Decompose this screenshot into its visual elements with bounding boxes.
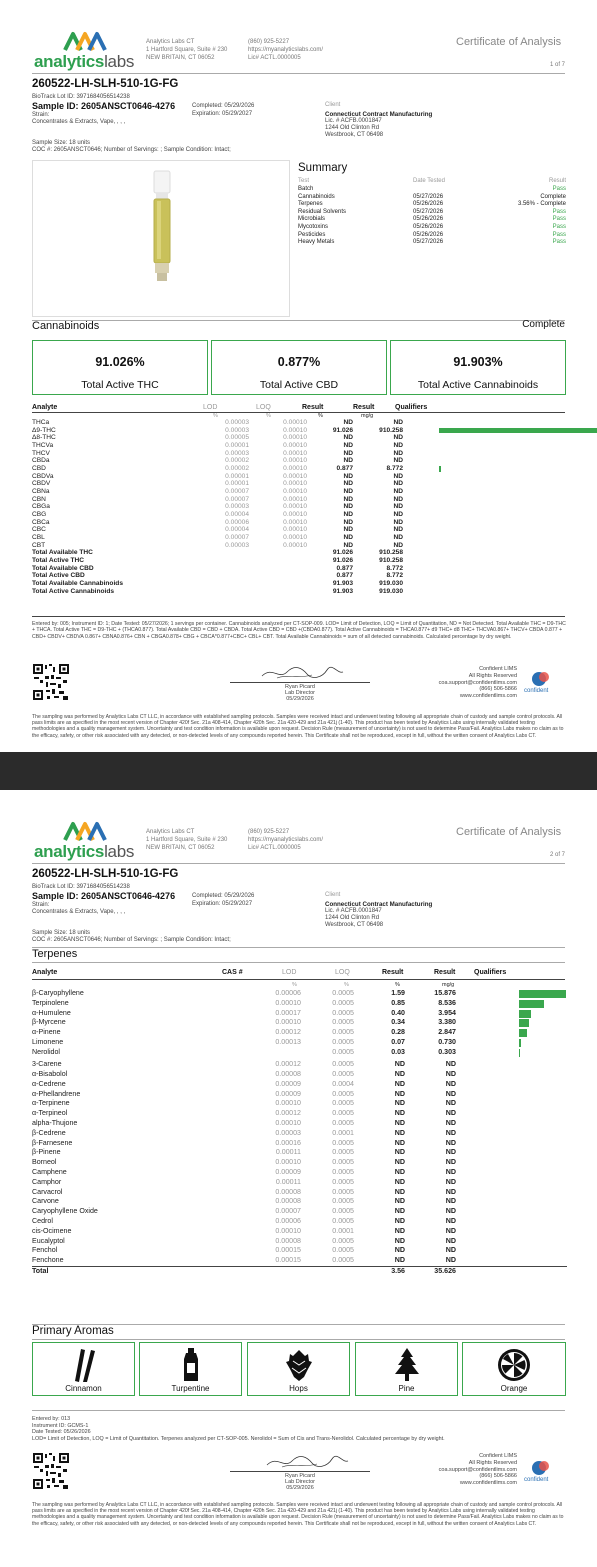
table-row: Carvacrol 0.00008 0.0005 ND ND [32,1187,456,1196]
coa-page-1 [0,0,597,752]
table-row: CBL 0.00007 0.00010 ND ND [32,533,403,541]
table-row: CBDVa 0.00001 0.00010 ND ND [32,472,403,480]
table-row: β-Pinene 0.00011 0.0005 ND ND [32,1148,456,1157]
table-row: β-Caryophyllene 0.00006 0.0005 1.59 15.876 [32,989,567,999]
summary-row: Cannabinoids 05/27/2026 Complete [298,193,566,200]
total-row: Total 3.56 35.626 [32,1266,567,1276]
table-rule [32,616,565,617]
divider [32,1410,565,1411]
coa-page-2 [0,790,597,1567]
col-lod: LOD [203,404,218,411]
table-row: CBNa 0.00007 0.00010 ND ND [32,487,403,495]
sample-id: Sample ID: 2605ANSCT0646-4276 [32,891,176,901]
pine-tree-icon [392,1347,422,1383]
summary-panel [298,162,566,246]
summary-header: Test Date Tested Result [298,178,566,184]
aroma-hops: Hops [247,1342,350,1396]
lims-info: Confident LIMS All Rights Reserved coa.support@confidentlims.com (866) 506-5866 www.confidentlims.com [438,666,517,700]
lab-logo [34,820,134,860]
qualifier-bar [519,1049,520,1057]
qualifier-bar [519,1029,527,1037]
confident-logo-icon [531,669,551,689]
totals-row: Total Available THC 91.026 910.258 [32,549,403,557]
strain-label: Strain: [32,902,50,908]
matrix: Concentrates & Extracts, Vape, , , , [32,119,126,125]
client-info: Lic. # ACFB.0001847 1244 Old Clinton Rd Westbrook, CT 06498 [325,118,384,138]
logo-mark-icon [63,30,109,52]
qualifier-bar [519,1039,521,1047]
col-analyte: Analyte [32,969,58,976]
bottle-icon [176,1347,206,1383]
table-rule [32,412,565,413]
signer-block: Ryan Picard Lab Director 05/29/2026 [285,1473,315,1491]
unit-lod: % [292,982,297,988]
table-row: CBT 0.00003 0.00010 ND ND [32,541,403,549]
table-row: β-Myrcene 0.00010 0.0005 0.34 3.380 [32,1018,567,1028]
client-name: Connecticut Contract Manufacturing [325,901,433,908]
page-header [0,0,597,80]
totals-row: Total Active CBD 0.877 8.772 [32,572,403,580]
summary-row: Batch Pass [298,186,566,192]
table-row: Borneol 0.00010 0.0005 ND ND [32,1158,456,1167]
sample-size: Sample Size: 18 units [32,930,91,936]
product-photo [32,160,290,317]
page-number: 1 of 7 [549,62,565,68]
divider [32,73,565,74]
divider [32,1339,565,1340]
lab-address: Analytics Labs CT 1 Hartford Square, Suite # 230 NEW BRITAIN, CT 06052 [146,829,228,851]
expiration-date: Expiration: 05/29/2027 [192,901,253,907]
aroma-orange: Orange [462,1342,566,1396]
col-lod: LOD [282,969,297,976]
table-row: α-Bisabolol 0.00008 0.0005 ND ND [32,1069,456,1078]
summary-row: Microbials 05/26/2026 Pass [298,216,566,223]
table-row: CBC 0.00004 0.00010 ND ND [32,526,403,534]
signature-icon [257,664,347,682]
product-id: 260522-LH-SLH-510-1G-FG [32,868,179,880]
sample-size: Sample Size: 18 units [32,140,91,146]
coc: COC #: 2605ANSCT0646; Number of Servings: ; Sample Condition: Intact; [32,147,231,153]
divider [32,863,565,864]
col-cas: CAS # [222,969,243,976]
table-row: THCa 0.00003 0.00010 ND ND [32,419,403,426]
unit-loq: % [266,413,271,419]
total-active-cbd-box: 0.877% Total Active CBD [211,340,387,395]
orange-slice-icon [496,1347,532,1383]
qualifier-bar [519,1019,529,1027]
signature-line [230,1471,370,1472]
divider [32,962,565,963]
product-id: 260522-LH-SLH-510-1G-FG [32,78,179,90]
coc: COC #: 2605ANSCT0646; Number of Servings: ; Sample Condition: Intact; [32,937,231,943]
cannabinoids-title: Cannabinoids [32,320,100,332]
table-row: THCVa 0.00001 0.00010 ND ND [32,441,403,449]
col-qualifiers: Qualifiers [395,404,428,411]
confident-brand: confident [524,1477,549,1483]
table-row: CBD 0.00002 0.00010 0.877 8.772 [32,465,567,473]
unit-result-mg: mg/g [442,982,455,988]
terpenes-title: Terpenes [32,948,78,960]
table-row: β-Farnesene 0.00016 0.0005 ND ND [32,1138,456,1147]
table-row: Limonene 0.00013 0.0005 0.07 0.730 [32,1038,567,1048]
legal-footer: The sampling was performed by Analytics Labs CT LLC, in accordance with established sampling protocols. Samples were received intact and underwent testing following all appropriate chain of custody and sample control protocols. All pass limits are as specified in the most recent version of Chapter 420f Sec. 21a 408-414, Chapter 420h Sec. 21a 420-429 and 21a 421j (1-40). This product has been tested by Analytics Labs using internally validated testing methodologies and a quality management system. Uncertainty and test condition information is available upon request. Decision Rule (measurement of uncertainty) is not used to determine Pass/Fail. Analytics Labs makes no claim as to the efficacy, safety, or other risk associated with any detected, or non-detected levels of any compounds reported herein. This Certificate shall not be reproduced, except in full, without the written consent of Analytics Labs CT. [32,714,564,739]
lab-contact: (860) 925-5227 https://myanalyticslabs.com/ Lic# ACTL.0000005 [248,39,324,61]
qualifier-bar [519,990,566,998]
table-row: CBDV 0.00001 0.00010 ND ND [32,480,403,488]
table-row: Nerolidol 0.0005 0.03 0.303 [32,1048,567,1058]
aroma-cinnamon: Cinnamon [32,1342,135,1396]
aromas-title: Primary Aromas [32,1325,114,1337]
table-row: α-Phellandrene 0.00009 0.0005 ND ND [32,1089,456,1098]
totals-row: Total Available Cannabinoids 91.903 919.030 [32,579,403,587]
hops-icon [284,1347,314,1383]
logo-text: analyticslabs [34,842,135,861]
table-row: CBGa 0.00003 0.00010 ND ND [32,503,403,511]
sample-id: Sample ID: 2605ANSCT0646-4276 [32,101,176,111]
table-row: Camphene 0.00009 0.0005 ND ND [32,1167,456,1176]
table-row: CBCa 0.00006 0.00010 ND ND [32,518,403,526]
table-row: Δ9-THC 0.00003 0.00010 91.026 910.258 [32,427,567,435]
client-info: Lic. # ACFB.0001847 1244 Old Clinton Rd Westbrook, CT 06498 [325,908,384,928]
col-loq: LOQ [335,969,350,976]
client-label: Client [325,892,341,898]
summary-row: Heavy Metals 05/27/2026 Pass [298,239,566,246]
client-name: Connecticut Contract Manufacturing [325,111,433,118]
col-loq: LOQ [256,404,271,411]
totals-row: Total Active Cannabinoids 91.903 919.030 [32,587,403,595]
table-row: Δ8-THC 0.00005 0.00010 ND ND [32,434,403,442]
terpene-notes: Entered by: 013 Instrument ID: GCMS-1 Date Tested: 05/26/2026 LOD= Limit of Detection, LOQ = Limit of Quantitation. Terpenes analyzed per CT-SOP-005. Nerolidol = Sum of Cis and Trans-Nerolidol. Calculated percentage by dry weight. [32,1416,445,1442]
lab-address: Analytics Labs CT 1 Hartford Square, Suite # 230 NEW BRITAIN, CT 06052 [146,39,228,61]
qualifier-bar [439,466,441,472]
table-row: CBN 0.00007 0.00010 ND ND [32,495,403,503]
lims-info: Confident LIMS All Rights Reserved coa.support@confidentlims.com (866) 506-5866 www.confidentlims.com [438,1453,517,1487]
table-row: α-Humulene 0.00017 0.0005 0.40 3.954 [32,1009,567,1019]
aroma-turpentine: Turpentine [139,1342,242,1396]
completed-date: Completed: 05/29/2026 [192,893,255,899]
biotrack-lot: BioTrack Lot ID: 3971684056514238 [32,884,130,890]
table-row: α-Pinene 0.00012 0.0005 0.28 2.847 [32,1028,567,1038]
summary-row: Terpenes 05/26/2026 3.56% - Complete [298,201,566,208]
qr-code-icon[interactable] [32,663,70,701]
divider [32,320,565,321]
cinnamon-icon [69,1347,99,1383]
matrix: Concentrates & Extracts, Vape, , , , [32,909,126,915]
unit-result: % [318,413,323,419]
total-active-cannabinoids-box: 91.903% Total Active Cannabinoids [390,340,566,395]
table-row: Fenchone 0.00015 0.0005 ND ND [32,1256,456,1265]
col-analyte: Analyte [32,404,58,411]
table-row: α-Terpinene 0.00010 0.0005 ND ND [32,1099,456,1108]
legal-footer: The sampling was performed by Analytics Labs CT LLC, in accordance with established sampling protocols. Samples were received intact and underwent testing following all appropriate chain of custody and sample control protocols. All pass limits are as specified in the most recent version of Chapter 420f Sec. 21a 408-414, Chapter 420h Sec. 21a 420-429 and 21a 421j (1-40). This product has been tested by Analytics Labs using internally validated testing methodologies and a quality management system. Uncertainty and test condition information is available upon request. Decision Rule (measurement of uncertainty) is not used to determine Pass/Fail. Analytics Labs makes no claim as to the efficacy, safety, or other risk associated with any detected, or non-detected levels of any compounds reported herein. This Certificate shall not be reproduced, except in full, without the written consent of Analytics Labs CT. [32,1502,564,1527]
table-row: CBG 0.00004 0.00010 ND ND [32,510,403,518]
table-row: β-Cedrene 0.00003 0.0001 ND ND [32,1128,456,1137]
unit-result: % [395,982,400,988]
signer-block: Ryan Picard Lab Director 05/29/2026 [285,684,315,702]
strain-label: Strain: [32,112,50,118]
client-label: Client [325,102,341,108]
table-row: THCV 0.00003 0.00010 ND ND [32,449,403,457]
expiration-date: Expiration: 05/29/2027 [192,111,253,117]
doc-title: Certificate of Analysis [456,36,562,48]
table-row: Eucalyptol 0.00008 0.0005 ND ND [32,1236,456,1245]
cannabinoids-status: Complete [522,319,565,330]
summary-row: Residual Solvents 05/27/2026 Pass [298,208,566,215]
confident-logo-icon [531,1458,551,1478]
totals-row: Total Active THC 91.026 910.258 [32,556,403,564]
unit-loq: % [344,982,349,988]
table-row: Terpinolene 0.00010 0.0005 0.85 8.536 [32,999,567,1009]
page-number: 2 of 7 [549,852,565,858]
summary-title: Summary [298,162,348,174]
table-row: cis-Ocimene 0.00010 0.0001 ND ND [32,1226,456,1235]
col-result-mg: Result [353,404,375,411]
vape-cartridge-image [33,161,291,318]
col-qualifiers: Qualifiers [474,969,507,976]
table-row: 3-Carene 0.00012 0.0005 ND ND [32,1060,456,1069]
divider [32,947,565,948]
logo-mark-icon [63,820,109,842]
confident-brand: confident [524,688,549,694]
lab-contact: (860) 925-5227 https://myanalyticslabs.com/ Lic# ACTL.0000005 [248,829,324,851]
aroma-pine: Pine [355,1342,458,1396]
col-result: Result [302,404,324,411]
qualifier-bar [519,1010,531,1018]
col-result: Result [382,969,404,976]
table-row: Camphor 0.00011 0.0005 ND ND [32,1177,456,1186]
totals-row: Total Available CBD 0.877 8.772 [32,564,403,572]
table-row: alpha-Thujone 0.00010 0.0005 ND ND [32,1118,456,1127]
table-row: α-Cedrene 0.00009 0.0004 ND ND [32,1079,456,1088]
doc-title: Certificate of Analysis [456,826,562,838]
table-row: α-Terpineol 0.00012 0.0005 ND ND [32,1109,456,1118]
table-row: Carvone 0.00008 0.0005 ND ND [32,1197,456,1206]
biotrack-lot: BioTrack Lot ID: 3971684056514238 [32,94,130,100]
qualifier-bar [519,1000,544,1008]
qualifier-bar [439,428,597,433]
summary-row: Pesticides 05/26/2026 Pass [298,231,566,238]
col-result-mg: Result [434,969,456,976]
page-header [0,790,597,870]
table-row: Cedrol 0.00006 0.0005 ND ND [32,1216,456,1225]
summary-row: Mycotoxins 05/26/2026 Pass [298,224,566,230]
lab-logo [34,30,134,70]
table-row: Fenchol 0.00015 0.0005 ND ND [32,1246,456,1255]
cannabinoid-notes: Entered by: 005; Instrument ID: 1; Date Tested: 05/27/2026; 1 servings per container. Cannabinoids analyzed per CT-SOP-009. LOD= Limit of Detection, LOQ = Limit of Quantitation, ND = Not Detected. Total Available THC = D9-THC + THCA. Total Active THC = D9-THC + (THCA0.877). Total Available CBD = CBD + CBDA. Total Active CBD = CBD +(CBDA0.877). Total Active Cannabinoids = THCA0.877+ d9 THC+ d8 THC+ THCVA0.867+ THCV+ CBDA 0.877 + CBD+ CBDV+ CBDVA 0.867+ CBNA0.876+ CBN + CBGA0.878+ CBG + CBCA*0.877+CBC+ CBL+ CBT. Total Available Cannabinoids = sum of all detected cannabinoids. Calculated percentage by dry weight. [32,621,566,640]
total-active-thc-box: 91.026% Total Active THC [32,340,208,395]
unit-lod: % [213,413,218,419]
table-row: CBDa 0.00002 0.00010 ND ND [32,457,403,465]
signature-icon [262,1453,352,1471]
table-rule [32,979,565,980]
completed-date: Completed: 05/29/2026 [192,103,255,109]
signature-line [230,682,370,683]
logo-text: analyticslabs [34,52,135,71]
qr-code-icon[interactable] [32,1452,70,1490]
unit-result-mg: mg/g [361,413,374,419]
table-row: Caryophyllene Oxide 0.00007 0.0005 ND ND [32,1207,456,1216]
